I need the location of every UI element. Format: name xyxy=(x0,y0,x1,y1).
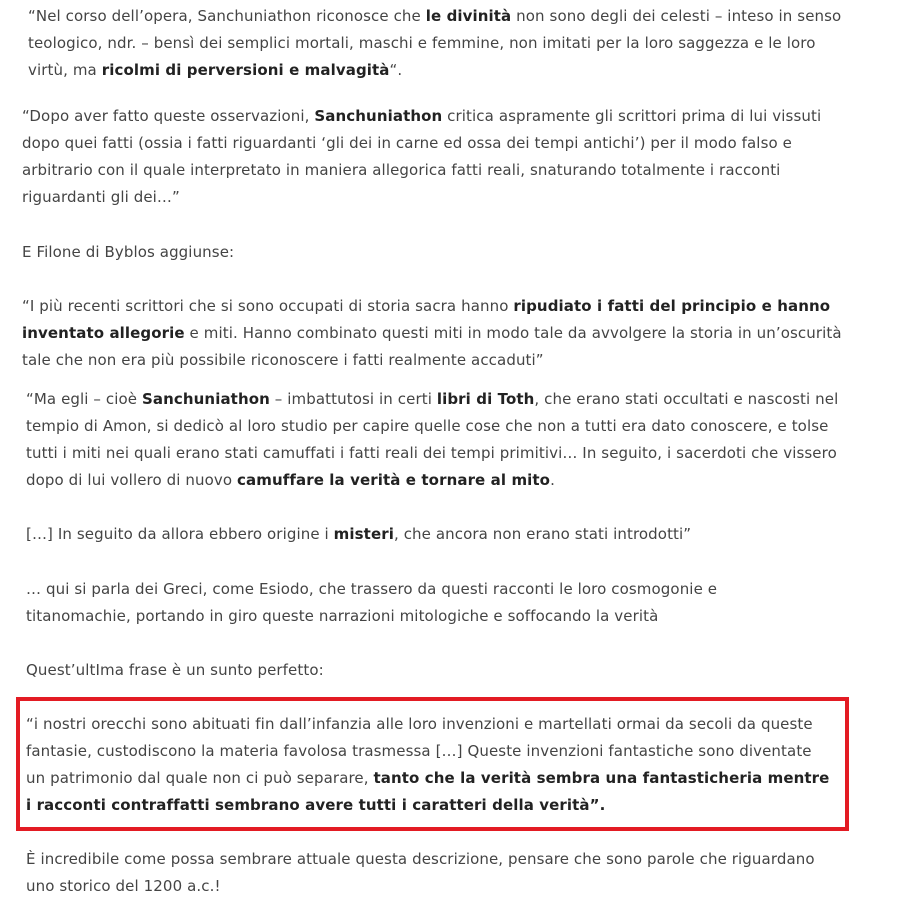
text-run: e miti. Hanno combinato questi miti in modo tale da avvolgere la storia in un’oscurità tale che non era più possibile riconoscere i fatti realmente accaduti” xyxy=(22,324,842,369)
quote-sanchuniathon-critique xyxy=(22,103,842,211)
quote-sanchuniathon-divinities xyxy=(28,3,848,84)
quote-filone-recent-writers xyxy=(22,293,842,374)
bold-text: ripudiato i fatti del principio e hanno inventato allegorie xyxy=(22,297,831,342)
filone-intro xyxy=(22,239,842,266)
text-run: “Dopo aver fatto queste osservazioni, xyxy=(22,107,315,125)
greeks-paragraph xyxy=(26,576,806,630)
closing-paragraph xyxy=(26,846,846,900)
bold-text: libri di Toth xyxy=(436,390,535,408)
quote-books-of-toth xyxy=(26,386,840,494)
highlighted-quote xyxy=(26,711,834,819)
text-run: , che ancora non erano stati introdotti” xyxy=(393,525,692,543)
text-run: “i nostri orecchi sono abituati fin dall’infanzia alle loro invenzioni e martellati ormai da secoli da queste fantasie, custodiscono la materia favolosa trasmessa […] Queste invenzioni fantastiche sono diventate un patrimonio dal quale non ci può separare, xyxy=(26,715,813,787)
text-run: – imbattutosi in certi xyxy=(269,390,437,408)
text-run: “Ma egli – cioè xyxy=(26,390,142,408)
text-run: critica aspramente gli scrittori prima di lui vissuti dopo quei fatti (ossia i fatti riguardanti ‘gli dei in carne ed ossa dei tempi antichi’) per il modo falso e arbitrario con il quale interpretato in maniera allegorica fatti reali, snaturando totalmente i racconti riguardanti gli dei…” xyxy=(22,107,822,206)
text-run: non sono degli dei celesti – inteso in senso teologico, ndr. – bensì dei semplici mortali, maschi e femmine, non imitati per la loro saggezza e le loro virtù, ma xyxy=(28,7,842,79)
quote-mysteries xyxy=(26,521,840,548)
text-run: È incredibile come possa sembrare attuale questa descrizione, pensare che sono parole che riguardano uno storico del 1200 a.c.! xyxy=(26,850,815,895)
bold-text: camuffare la verità e tornare al mito xyxy=(237,471,551,489)
text-run: “Nel corso dell’opera, Sanchuniathon riconosce che xyxy=(28,7,426,25)
bold-text: Sanchuniathon xyxy=(141,390,270,408)
text-run: . xyxy=(550,471,555,489)
summary-intro xyxy=(26,657,840,684)
text-run: , che erano stati occultati e nascosti nel tempio di Amon, si dedicò al loro studio per capire quelle cose che non a tutti era dato conoscere, e tolse tutti i miti nei quali erano stati camuffati i fatti reali dei tempi primitivi… In seguito, i sacerdoti che vissero dopo di lui vollero di nuovo xyxy=(26,390,839,489)
bold-text: Sanchuniathon xyxy=(314,107,443,125)
bold-text: ricolmi di perversioni e malvagità xyxy=(101,61,390,79)
bold-text: misteri xyxy=(333,525,394,543)
text-run: … qui si parla dei Greci, come Esiodo, che trassero da questi racconti le loro cosmogonie e titanomachie, portando in giro queste narrazioni mitologiche e soffocando la verità xyxy=(26,580,718,625)
bold-text: tanto che la verità sembra una fantasticheria mentre i racconti contraffatti sembrano avere tutti i caratteri della verità”. xyxy=(26,769,830,814)
text-run: […] In seguito da allora ebbero origine i xyxy=(26,525,334,543)
text-run: Quest’ultIma frase è un sunto perfetto: xyxy=(26,661,324,679)
text-run: “. xyxy=(389,61,403,79)
text-run: “I più recenti scrittori che si sono occupati di storia sacra hanno xyxy=(22,297,514,315)
text-run: E Filone di Byblos aggiunse: xyxy=(22,243,235,261)
bold-text: le divinità xyxy=(425,7,512,25)
